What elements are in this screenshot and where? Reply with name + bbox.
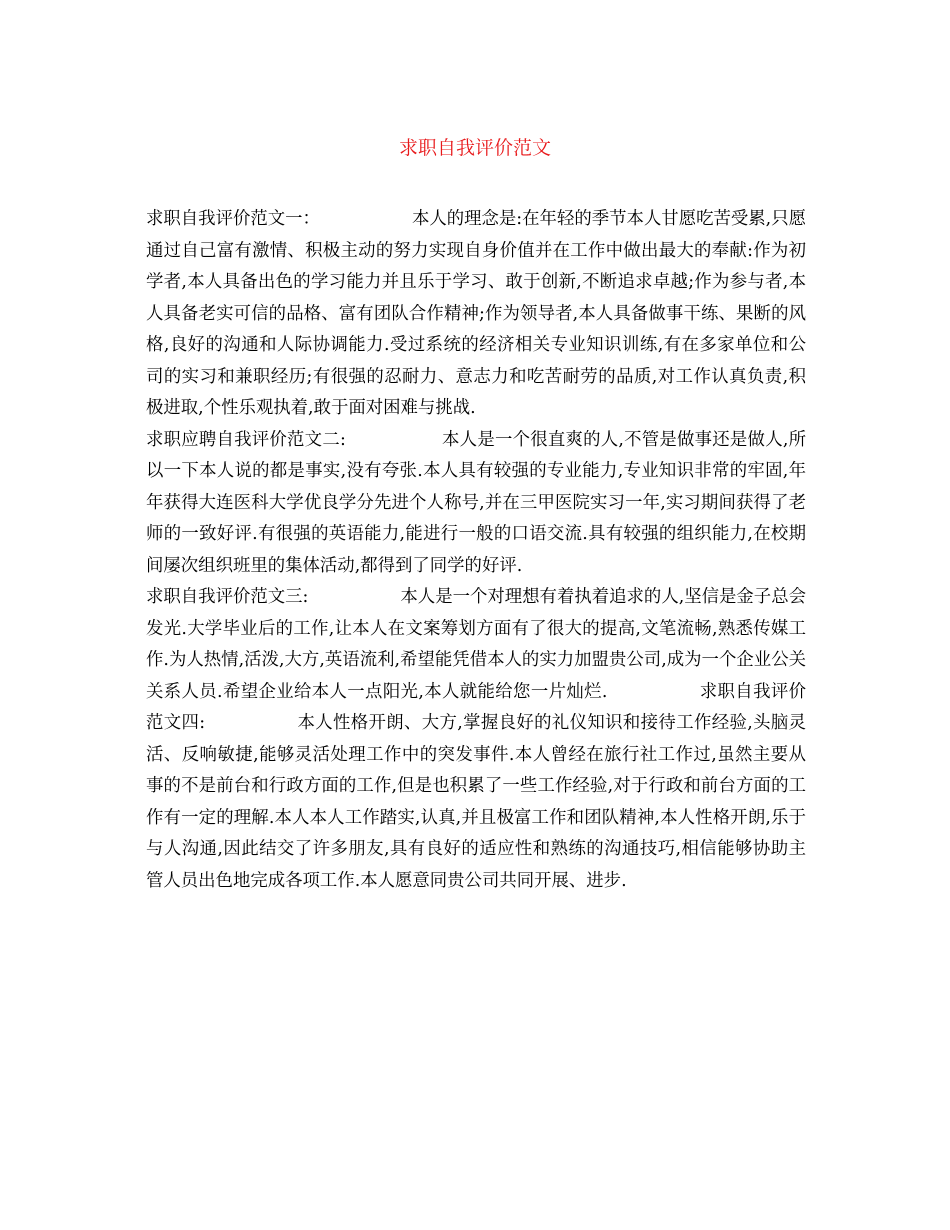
section-4-heading: 求职自我评价范文四: (146, 681, 806, 733)
section-2-heading: 求职应聘自我评价范文二: (146, 429, 346, 450)
section-2-text: 本人是一个很直爽的人,不管是做事还是做人,所以一下本人说的都是事实,没有夸张.本人具有较强的专业能力,专业知识非常的牢固,年年获得大连医科大学优良学分先进个人称号,并在三甲医院实习一年,实习期间获得了老师的一致好评.有很强的英语能力,能进行一般的口语交流.具有较强的组织能力,在校期间屡次组织班里的集体活动,都得到了同学的好评. (146, 429, 806, 576)
section-1-text: 本人的理念是:在年轻的季节本人甘愿吃苦受累,只愿通过自己富有激情、积极主动的努力实现自身价值并在工作中做出最大的奉献:作为初学者,本人具备出色的学习能力并且乐于学习、敢于创新,不断追求卓越;作为参与者,本人具备老实可信的品格、富有团队合作精神;作为领导者,本人具备做事干练、果断的风格,良好的沟通和人际协调能力.受过系统的经济相关专业知识训练,有在多家单位和公司的实习和兼职经历;有很强的忍耐力、意志力和吃苦耐劳的品质,对工作认真负责,积极进取,个性乐观执着,敢于面对困难与挑战. (146, 209, 806, 418)
document-title: 求职自我评价范文 (398, 137, 551, 159)
section-3-4 (146, 582, 806, 897)
section-2 (146, 425, 806, 583)
section-3-text: 本人是一个对理想有着执着追求的人,坚信是金子总会发光.大学毕业后的工作,让本人在文案筹划方面有了很大的提高,文笔流畅,熟悉传媒工作.为人热情,活泼,大方,英语流利,希望能凭借本人的实力加盟贵公司,成为一个企业公关关系人员.希望企业给本人一点阳光,本人就能给您一片灿烂. (146, 587, 806, 702)
section-4-text: 本人性格开朗、大方,掌握良好的礼仪知识和接待工作经验,头脑灵活、反响敏捷,能够灵活处理工作中的突发事件.本人曾经在旅行社工作过,虽然主要从事的不是前台和行政方面的工作,但是也积累了一些工作经验,对于行政和前台方面的工作有一定的理解.本人本人工作踏实,认真,并且极富工作和团队精神,本人性格开朗,乐于与人沟通,因此结交了许多朋友,具有良好的适应性和熟练的沟通技巧,相信能够协助主管人员出色地完成各项工作.本人愿意同贵公司共同开展、进步. (146, 713, 806, 891)
section-1 (146, 204, 806, 425)
document-body (146, 204, 806, 897)
section-1-heading: 求职自我评价范文一： (146, 209, 320, 229)
section-3-heading: 求职自我评价范文三: (146, 587, 309, 607)
